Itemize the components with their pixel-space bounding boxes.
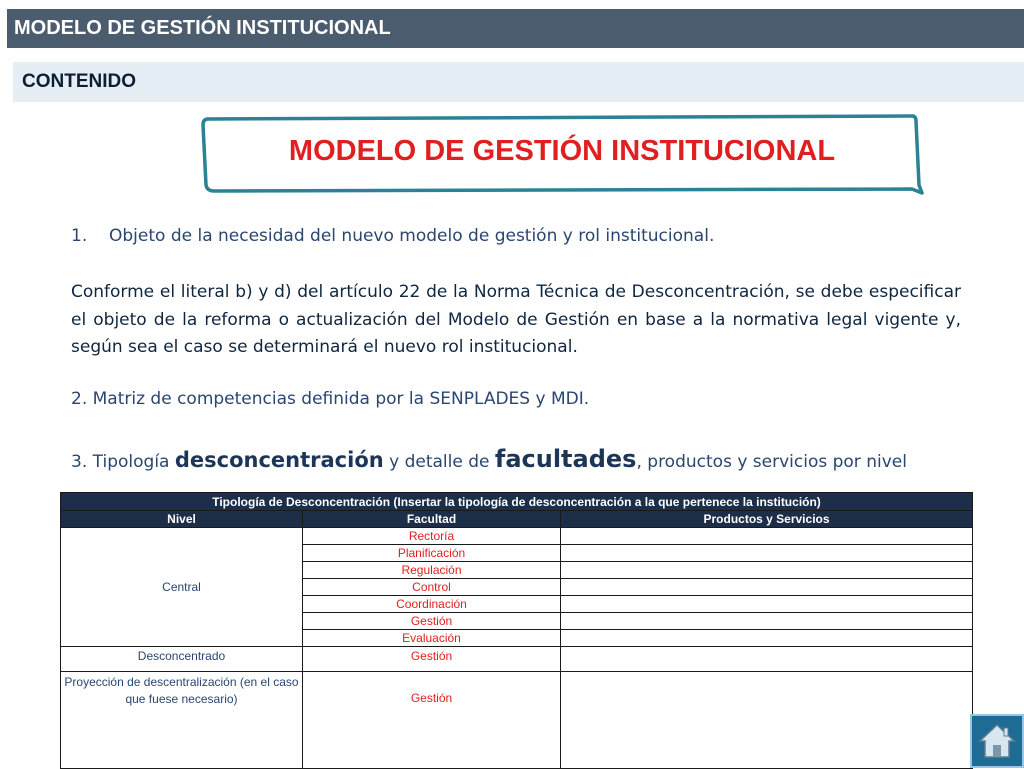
productos-cell[interactable] <box>561 528 973 545</box>
nivel-desconcentrado: Desconcentrado <box>61 647 303 672</box>
facultad-cell: Control <box>303 579 561 596</box>
facultad-cell: Gestión <box>303 613 561 630</box>
productos-cell[interactable] <box>561 630 973 647</box>
home-button[interactable] <box>970 714 1024 768</box>
facultad-cell: Evaluación <box>303 630 561 647</box>
productos-cell[interactable] <box>561 647 973 672</box>
facultad-cell: Gestión <box>303 672 561 769</box>
productos-cell[interactable] <box>561 545 973 562</box>
facultad-cell: Regulación <box>303 562 561 579</box>
list-item-1 <box>71 226 961 246</box>
facultad-cell: Coordinación <box>303 596 561 613</box>
productos-cell[interactable] <box>561 562 973 579</box>
table-header-row <box>61 511 973 528</box>
list-item-1-text: Objeto de la necesidad del nuevo modelo de gestión y rol institucional. <box>109 226 715 246</box>
table-row <box>61 647 973 672</box>
productos-cell[interactable] <box>561 596 973 613</box>
productos-cell[interactable] <box>561 672 973 769</box>
nivel-central: Central <box>61 528 303 647</box>
list-item-1-number: 1. <box>71 226 88 246</box>
productos-cell[interactable] <box>561 613 973 630</box>
home-icon <box>978 722 1016 760</box>
column-header-productos: Productos y Servicios <box>561 511 973 528</box>
column-header-nivel: Nivel <box>61 511 303 528</box>
top-header: MODELO DE GESTIÓN INSTITUCIONAL <box>7 9 1024 48</box>
productos-cell[interactable] <box>561 579 973 596</box>
facultad-cell: Planificación <box>303 545 561 562</box>
tipologia-table <box>60 492 973 769</box>
item3-part1: 3. Tipología <box>71 452 175 472</box>
table-title: Tipología de Desconcentración (Insertar la tipología de desconcentración a la que pertenece la institución) <box>61 493 973 511</box>
section-subheader: CONTENIDO <box>13 62 1024 102</box>
slide-title-frame <box>200 113 924 197</box>
item3-part3: , productos y servicios por nivel <box>636 452 907 472</box>
item3-bold-facultades: facultades <box>494 445 637 473</box>
slide-title: MODELO DE GESTIÓN INSTITUCIONAL <box>288 135 836 167</box>
column-header-facultad: Facultad <box>303 511 561 528</box>
body-paragraph: Conforme el literal b) y d) del artículo 22 de la Norma Técnica de Desconcentración, se debe especificar el objeto de la reforma o actualización del Modelo de Gestión en base a la normativa legal vigente y, según sea el caso se determinará el nuevo rol institucional. <box>71 282 961 357</box>
nivel-proyeccion: Proyección de descentralización (en el caso que fuese necesario) <box>61 672 303 769</box>
facultad-cell: Rectoría <box>303 528 561 545</box>
table-title-row <box>61 493 973 511</box>
table-row <box>61 528 973 545</box>
facultad-cell: Gestión <box>303 647 561 672</box>
table-row <box>61 672 973 769</box>
list-item-2: 2. Matriz de competencias definida por la SENPLADES y MDI. <box>71 389 590 409</box>
item3-part2: y detalle de <box>383 452 495 472</box>
item3-bold-desconcentracion: desconcentración <box>174 448 384 472</box>
list-item-3 <box>71 444 961 477</box>
